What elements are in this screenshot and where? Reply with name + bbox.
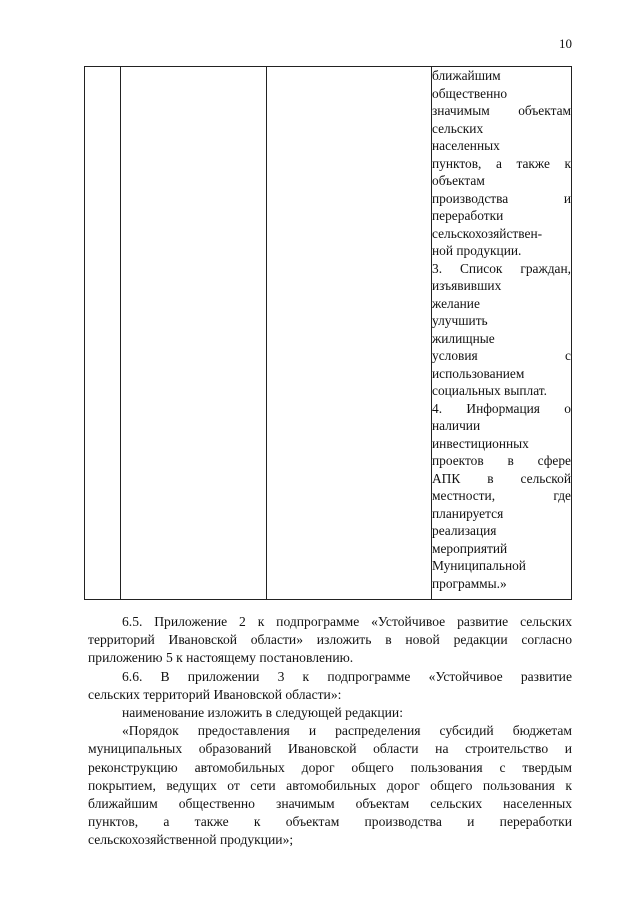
table-cell-line: Муниципальной xyxy=(432,558,526,573)
table-cell-line: общественно xyxy=(432,85,508,101)
body-line: «Порядок предоставления и распределения субсидий бюджетам xyxy=(122,723,572,739)
body-line: сельскохозяйственной продукции»; xyxy=(88,832,294,848)
table-cell-line: изъявивших xyxy=(432,278,502,293)
table-cell-line: объектам xyxy=(432,173,485,188)
body-line: приложению 5 к настоящему постановлению. xyxy=(88,650,354,666)
body-line: сельских территорий Ивановской области»: xyxy=(88,686,342,702)
table-cell-lines xyxy=(432,67,571,592)
table-cell-line: условия с xyxy=(432,348,571,363)
table-cell-line: пунктов, а также к xyxy=(432,155,571,171)
body-text xyxy=(88,613,572,849)
table-cell-line: сельских xyxy=(432,120,484,136)
table-cell-line: населенных xyxy=(432,138,500,153)
body-line: 6.6. В приложении 3 к подпрограмме «Устойчивое развитие xyxy=(122,668,572,684)
table-cell-line: планируется xyxy=(432,505,504,521)
continuation-table xyxy=(84,66,572,600)
page-number: 10 xyxy=(559,36,572,51)
body-line: пунктов, а также к объектам производства и переработки xyxy=(88,814,572,830)
table-cell-line: улучшить xyxy=(432,313,488,328)
table-cell-line: 4. Информация о xyxy=(432,400,571,416)
table-cell-empty-2 xyxy=(121,67,267,600)
table-cell-line: инвестиционных xyxy=(432,435,529,451)
body-line: ближайшим общественно значимым объектам сельских населенных xyxy=(88,795,572,811)
body-line: территорий Ивановской области» изложить в новой редакции согласно xyxy=(88,632,572,648)
table-cell-line: жилищные xyxy=(432,330,495,346)
table-cell-line: ной продукции. xyxy=(432,243,522,258)
table-cell-line: желание xyxy=(432,295,480,311)
table-cell-line: ближайшим xyxy=(432,68,501,83)
table-cell-line: переработки xyxy=(432,208,504,223)
table-cell-line: мероприятий xyxy=(432,540,508,556)
table-cell-text xyxy=(432,67,572,600)
table-cell-empty-1 xyxy=(85,67,121,600)
table-row xyxy=(85,67,572,600)
table-cell-line: социальных выплат. xyxy=(432,383,547,398)
table-cell-line: местности, где xyxy=(432,488,571,503)
table-cell-line: программы.» xyxy=(432,575,507,591)
table-cell-line: наличии xyxy=(432,418,481,433)
table-cell-line: производства и xyxy=(432,190,571,206)
table-cell-line: АПК в сельской xyxy=(432,470,571,486)
table-cell-line: использованием xyxy=(432,365,525,381)
table-cell-line: сельскохозяйствен- xyxy=(432,225,543,241)
body-line: 6.5. Приложение 2 к подпрограмме «Устойчивое развитие сельских xyxy=(122,614,572,629)
body-line: наименование изложить в следующей редакции: xyxy=(122,704,403,720)
table-cell-line: проектов в сфере xyxy=(432,453,571,468)
body-line: покрытием, ведущих от сети автомобильных дорог общего пользования к xyxy=(88,777,572,793)
body-line: муниципальных образований Ивановской области на строительство и xyxy=(88,741,572,757)
table-cell-line: 3. Список граждан, xyxy=(432,260,571,276)
body-line: реконструкцию автомобильных дорог общего пользования с твердым xyxy=(88,759,572,775)
table-cell-line: реализация xyxy=(432,523,497,538)
table-cell-empty-3 xyxy=(267,67,432,600)
table-cell-line: значимым объектам xyxy=(432,103,571,118)
